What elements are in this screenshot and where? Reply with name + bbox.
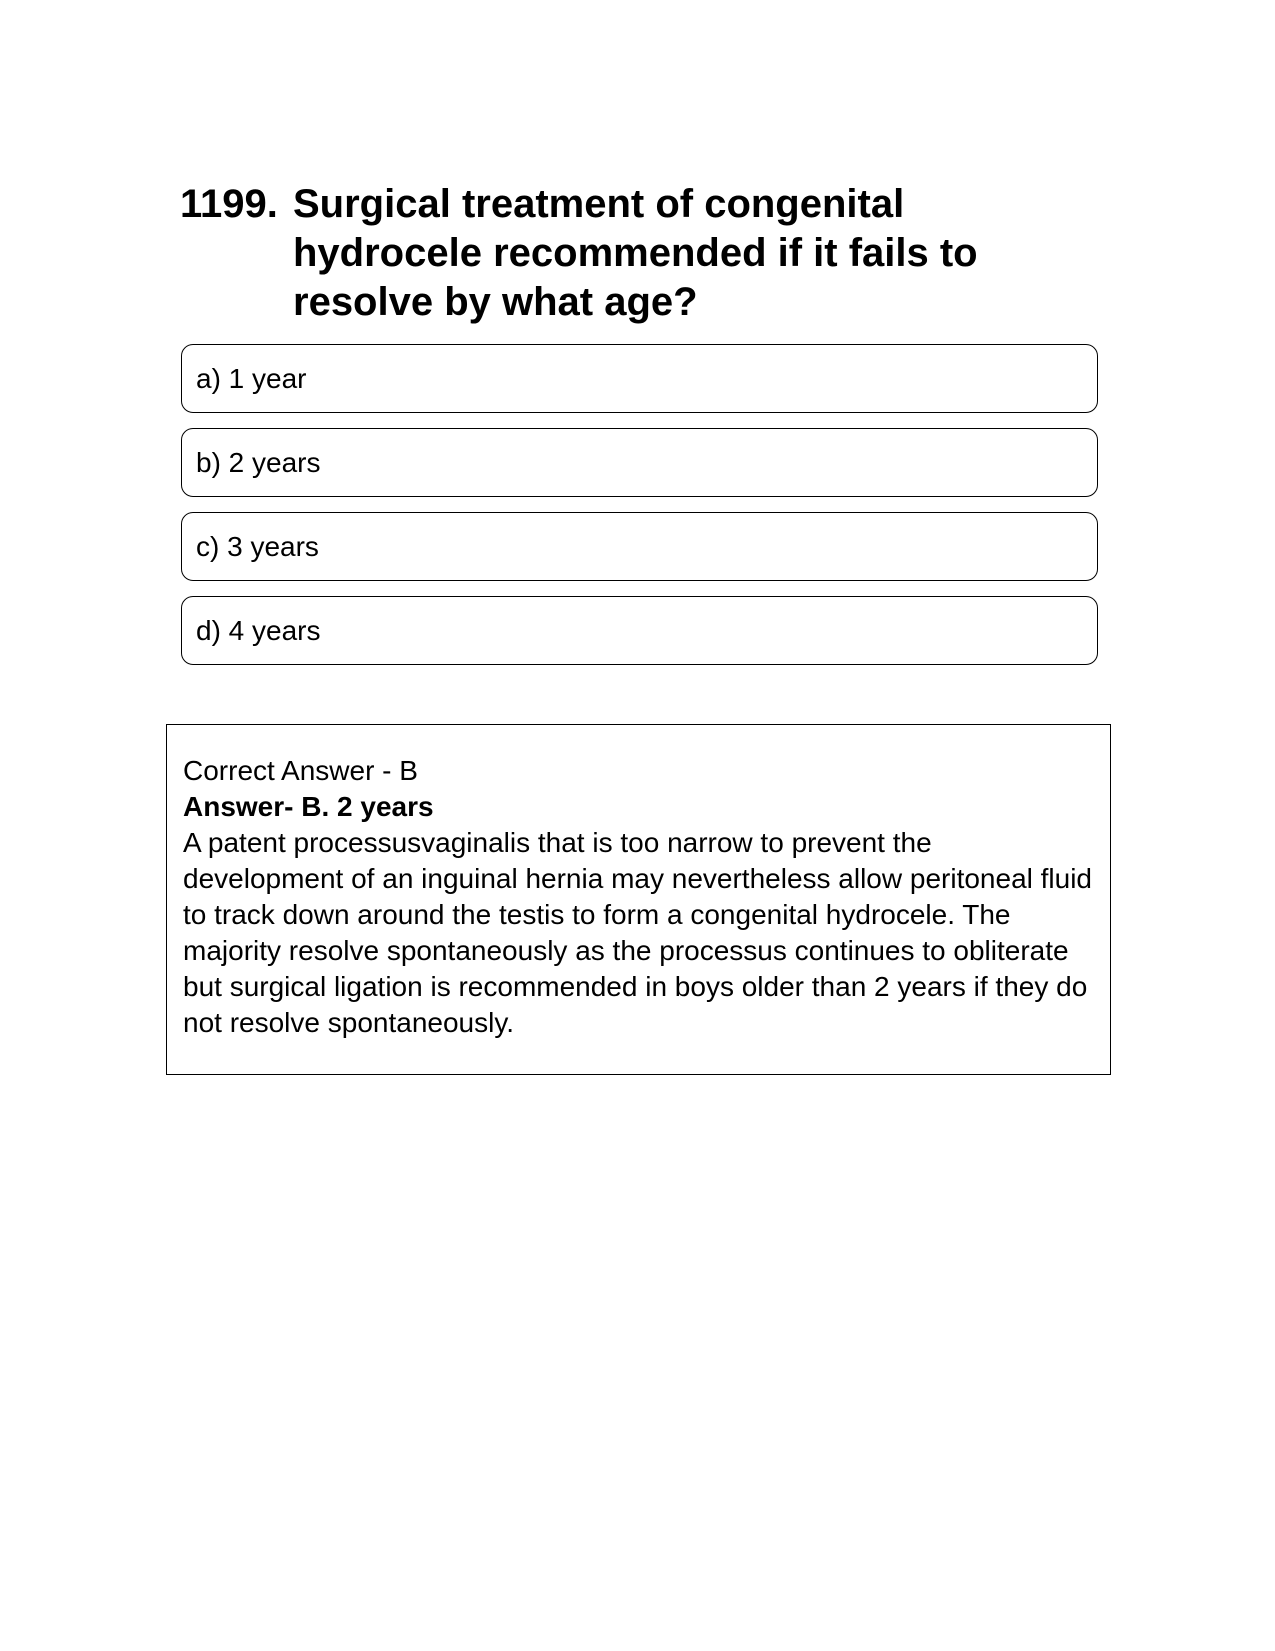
option-b[interactable] bbox=[181, 428, 1098, 497]
answer-box bbox=[166, 724, 1111, 1075]
answer-heading: Answer- B. 2 years bbox=[183, 791, 434, 822]
question bbox=[180, 180, 1110, 327]
options-list bbox=[181, 344, 1098, 680]
option-label: a) 1 year bbox=[196, 362, 307, 394]
option-a[interactable] bbox=[181, 344, 1098, 413]
option-d[interactable] bbox=[181, 596, 1098, 665]
correct-answer: Correct Answer - B bbox=[183, 755, 418, 786]
question-text: Surgical treatment of congenital hydrocele recommended if it fails to resolve by what age? bbox=[293, 182, 978, 324]
option-label: c) 3 years bbox=[196, 530, 319, 562]
option-c[interactable] bbox=[181, 512, 1098, 581]
answer-explanation: A patent processusvaginalis that is too narrow to prevent the development of an inguinal hernia may nevertheless allow peritoneal fluid to track down around the testis to form a congenital hydrocele. The majority resolve spontaneously as the processus continues to obliterate but surgical ligation is recommended in boys older than 2 years if they do not resolve spontaneously. bbox=[183, 827, 1093, 1038]
option-label: d) 4 years bbox=[196, 614, 321, 646]
question-number: 1199. bbox=[180, 182, 278, 226]
option-label: b) 2 years bbox=[196, 446, 321, 478]
